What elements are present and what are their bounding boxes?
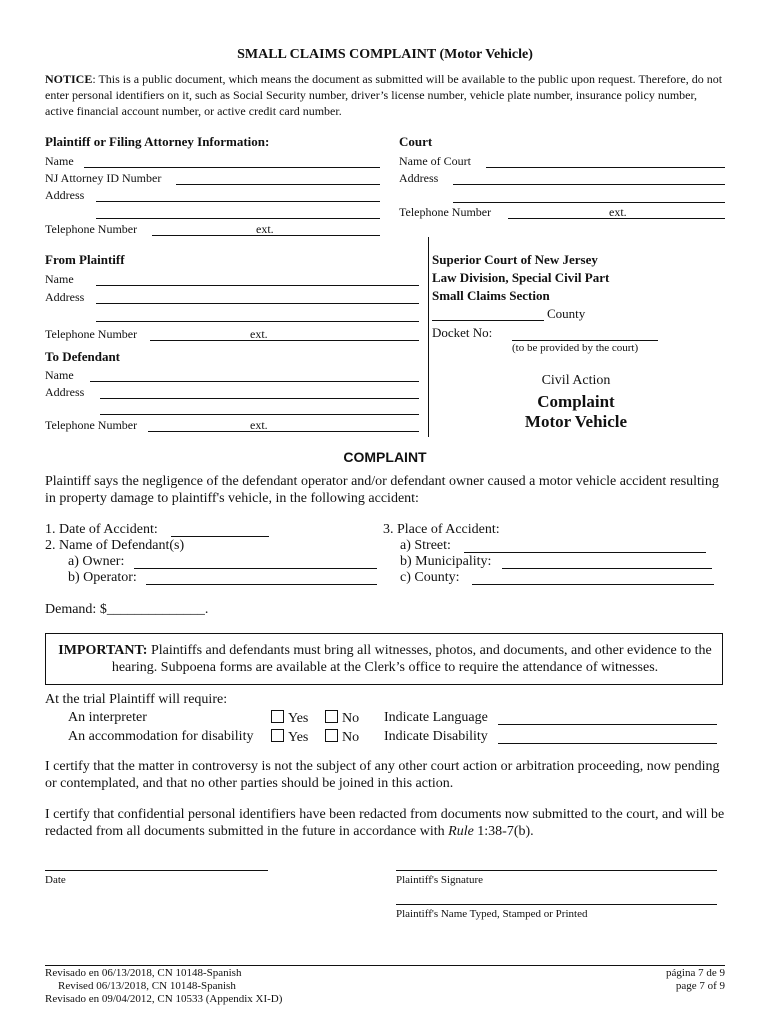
court-name-label: Name of Court — [399, 154, 471, 168]
place-of-accident-label: 3. Place of Accident: — [383, 522, 500, 537]
operator-label: b) Operator: — [68, 570, 137, 585]
accommodation-yes-option[interactable] — [271, 729, 308, 746]
to-defendant-telephone-label: Telephone Number — [45, 418, 138, 432]
county-accident-label: c) County: — [400, 570, 460, 585]
court-address-field-2[interactable] — [453, 188, 725, 203]
court-block-line2: Law Division, Special Civil Part — [432, 270, 610, 285]
plaintiff-info-address-label: Address — [45, 188, 85, 202]
accommodation-yes-checkbox[interactable] — [271, 729, 284, 742]
to-defendant-name-label: Name — [45, 368, 74, 382]
owner-label: a) Owner: — [68, 554, 125, 569]
yes-label: Yes — [288, 730, 309, 745]
complaint-intro: Plaintiff says the negligence of the defendant operator and/or defendant owner caused a motor vehicle accident resulting in property damage to plaintiff's vehicle, in the following accident: — [45, 474, 719, 506]
from-plaintiff-name-field[interactable] — [96, 271, 419, 286]
important-text — [58, 642, 712, 676]
notice-text: : This is a public document, which means the document as submitted will be available to the public upon request. Therefore, do not enter personal identifiers on it, such as Social Security number, driver’s license number, vehicle plate number, insurance policy number, active financial account number, or active credit card number. — [45, 72, 723, 118]
municipality-field[interactable] — [502, 554, 712, 569]
county-accident-field[interactable] — [472, 570, 714, 585]
date-signature-line[interactable] — [45, 870, 268, 871]
accommodation-no-option[interactable] — [325, 729, 359, 746]
court-block-line1: Superior Court of New Jersey — [432, 252, 598, 267]
municipality-label: b) Municipality: — [400, 554, 492, 569]
accommodation-no-checkbox[interactable] — [325, 729, 338, 742]
plaintiff-info-address-field-1[interactable] — [96, 187, 380, 202]
important-body: Plaintiffs and defendants must bring all witnesses, photos, and documents, and other evidence to the hearing. Subpoena forms are available at the Clerk’s office to require the attendance of witnesses. — [111, 643, 712, 675]
indicate-language-field[interactable] — [498, 710, 717, 725]
owner-field[interactable] — [134, 554, 377, 569]
plaintiff-info-name-field[interactable] — [84, 153, 380, 168]
to-defendant-telephone-field[interactable] — [148, 417, 419, 432]
complaint-heading: COMPLAINT — [343, 449, 427, 465]
date-of-accident-field[interactable] — [171, 522, 269, 537]
docket-note: (to be provided by the court) — [512, 342, 639, 354]
footer-revision-spanish-2: Revised 06/13/2018, CN 10148-Spanish — [58, 980, 236, 992]
docket-label: Docket No: — [432, 325, 493, 340]
from-plaintiff-address-field-2[interactable] — [96, 307, 419, 322]
to-defendant-name-field[interactable] — [90, 367, 419, 382]
rule-reference: Rule — [448, 824, 474, 839]
from-plaintiff-telephone-label: Telephone Number — [45, 327, 138, 341]
court-ext-label: ext. — [609, 205, 627, 219]
plaintiff-signature-line[interactable] — [396, 870, 717, 871]
court-name-field[interactable] — [486, 153, 725, 168]
from-plaintiff-heading: From Plaintiff — [45, 252, 125, 267]
plaintiff-info-telephone-label: Telephone Number — [45, 222, 138, 236]
demand-label: Demand: $______________. — [45, 602, 209, 617]
interpreter-yes-checkbox[interactable] — [271, 710, 284, 723]
street-label: a) Street: — [400, 538, 451, 553]
date-label: Date — [45, 874, 66, 886]
accommodation-label: An accommodation for disability — [68, 729, 254, 744]
footer-page-spanish: página 7 de 9 — [666, 967, 725, 979]
civil-action-label: Civil Action — [541, 373, 611, 388]
plaintiff-info-ext-label: ext. — [256, 222, 274, 236]
form-title: SMALL CLAIMS COMPLAINT (Motor Vehicle) — [237, 47, 533, 62]
to-defendant-ext-label: ext. — [250, 418, 268, 432]
court-address-field-1[interactable] — [453, 170, 725, 185]
name-of-defendants-label: 2. Name of Defendant(s) — [45, 538, 185, 553]
court-heading: Court — [399, 134, 433, 149]
county-field[interactable] — [432, 306, 544, 321]
interpreter-no-option[interactable] — [325, 710, 359, 727]
rule-number: 1:38-7(b). — [473, 824, 534, 839]
footer-page-english: page 7 of 9 — [675, 980, 725, 992]
certification-redacted-text: I certify that confidential personal identifiers have been redacted from documents now submitted to the court, and will be redacted from all documents submitted in the future in accordance with — [45, 807, 725, 839]
court-address-label: Address — [399, 171, 439, 185]
plaintiff-name-line[interactable] — [396, 904, 717, 905]
county-label: County — [547, 306, 586, 321]
certification-no-other-action: I certify that the matter in controversy is not the subject of any other court action or arbitration proceeding, now pending or contemplated, and that no other parties should be joined in this action. — [45, 759, 720, 791]
from-plaintiff-telephone-field[interactable] — [150, 326, 419, 341]
trial-heading: At the trial Plaintiff will require: — [45, 692, 228, 707]
notice-paragraph — [45, 71, 725, 119]
from-plaintiff-address-field-1[interactable] — [96, 289, 419, 304]
indicate-disability-field[interactable] — [498, 729, 717, 744]
to-defendant-address-label: Address — [45, 385, 85, 399]
no-label: No — [342, 711, 360, 726]
footer-revision-spanish-1: Revisado en 06/13/2018, CN 10148-Spanish — [45, 967, 242, 979]
motor-vehicle-title: Motor Vehicle — [524, 412, 628, 431]
from-plaintiff-name-label: Name — [45, 272, 74, 286]
from-plaintiff-address-label: Address — [45, 290, 85, 304]
date-of-accident-label: 1. Date of Accident: — [45, 522, 158, 537]
no-label: No — [342, 730, 360, 745]
to-defendant-address-field-2[interactable] — [100, 400, 419, 415]
notice-label: NOTICE — [45, 72, 93, 86]
indicate-language-label: Indicate Language — [384, 710, 488, 725]
plaintiff-info-heading: Plaintiff or Filing Attorney Information: — [45, 134, 270, 149]
interpreter-no-checkbox[interactable] — [325, 710, 338, 723]
yes-label: Yes — [288, 711, 309, 726]
attorney-id-label: NJ Attorney ID Number — [45, 171, 162, 185]
from-plaintiff-ext-label: ext. — [250, 327, 268, 341]
operator-field[interactable] — [146, 570, 377, 585]
interpreter-yes-option[interactable] — [271, 710, 308, 727]
plaintiff-signature-label: Plaintiff's Signature — [396, 874, 484, 886]
certification-redacted — [45, 806, 725, 840]
vertical-divider — [428, 237, 429, 437]
interpreter-label: An interpreter — [68, 710, 147, 725]
court-block-line3: Small Claims Section — [432, 288, 550, 303]
plaintiff-info-name-label: Name — [45, 154, 74, 168]
court-telephone-label: Telephone Number — [399, 205, 492, 219]
attorney-id-field[interactable] — [176, 170, 380, 185]
footer-rule — [45, 965, 725, 966]
plaintiff-info-address-field-2[interactable] — [96, 204, 380, 219]
to-defendant-address-field-1[interactable] — [100, 384, 419, 399]
footer-revision-appendix: Revisado en 09/04/2012, CN 10533 (Appendix XI-D) — [45, 993, 283, 1005]
docket-field[interactable] — [512, 326, 658, 341]
complaint-title: Complaint — [537, 392, 615, 411]
important-label: IMPORTANT: — [58, 643, 148, 658]
indicate-disability-label: Indicate Disability — [384, 729, 488, 744]
street-field[interactable] — [464, 538, 706, 553]
plaintiff-name-label: Plaintiff's Name Typed, Stamped or Printed — [396, 908, 588, 920]
to-defendant-heading: To Defendant — [45, 349, 121, 364]
